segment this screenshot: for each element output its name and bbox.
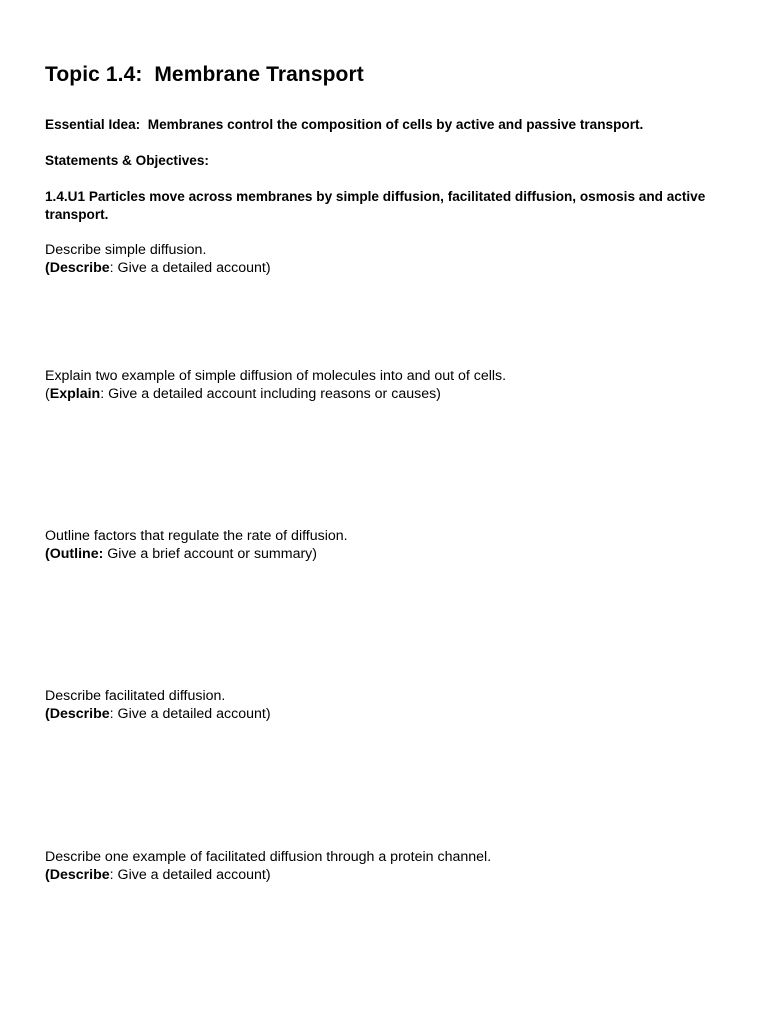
command-term: Describe xyxy=(49,260,110,276)
command-term-definition xyxy=(45,259,735,277)
open-paren: ( xyxy=(45,546,50,562)
open-paren: ( xyxy=(45,386,50,402)
question-prompt: Explain two example of simple diffusion of molecules into and out of cells. xyxy=(45,368,507,384)
understanding-statement: 1.4.U1 Particles move across membranes by simple diffusion, facilitated diffusion, osmosis and active transport. xyxy=(45,189,706,222)
open-paren: ( xyxy=(45,867,50,883)
open-paren: ( xyxy=(45,260,50,276)
command-term-definition xyxy=(45,385,735,403)
question-block xyxy=(45,241,735,277)
question-prompt: Outline factors that regulate the rate of diffusion. xyxy=(45,528,348,544)
command-term-definition xyxy=(45,705,735,723)
definition-text: Give a brief account or summary) xyxy=(103,546,317,562)
command-term-definition xyxy=(45,866,735,884)
command-term: Describe xyxy=(49,706,110,722)
definition-text: : Give a detailed account) xyxy=(109,260,271,276)
definition-text: : Give a detailed account) xyxy=(109,706,271,722)
question-block xyxy=(45,527,735,563)
open-paren: ( xyxy=(45,706,50,722)
statements-heading: Statements & Objectives: xyxy=(45,153,209,168)
page-title: Topic 1.4: Membrane Transport xyxy=(45,63,364,86)
essential-idea: Essential Idea: Membranes control the composition of cells by active and passive transport. xyxy=(45,117,644,132)
definition-text: : Give a detailed account) xyxy=(109,867,271,883)
command-term: Outline: xyxy=(49,546,104,562)
question-block xyxy=(45,687,735,723)
question-block xyxy=(45,848,735,884)
definition-text: : Give a detailed account including reasons or causes) xyxy=(100,386,441,402)
question-prompt: Describe facilitated diffusion. xyxy=(45,688,226,704)
question-block xyxy=(45,367,735,403)
command-term: Describe xyxy=(49,867,110,883)
command-term-definition xyxy=(45,545,735,563)
question-prompt: Describe one example of facilitated diffusion through a protein channel. xyxy=(45,849,492,865)
command-term: Explain xyxy=(49,386,101,402)
question-prompt: Describe simple diffusion. xyxy=(45,242,207,258)
